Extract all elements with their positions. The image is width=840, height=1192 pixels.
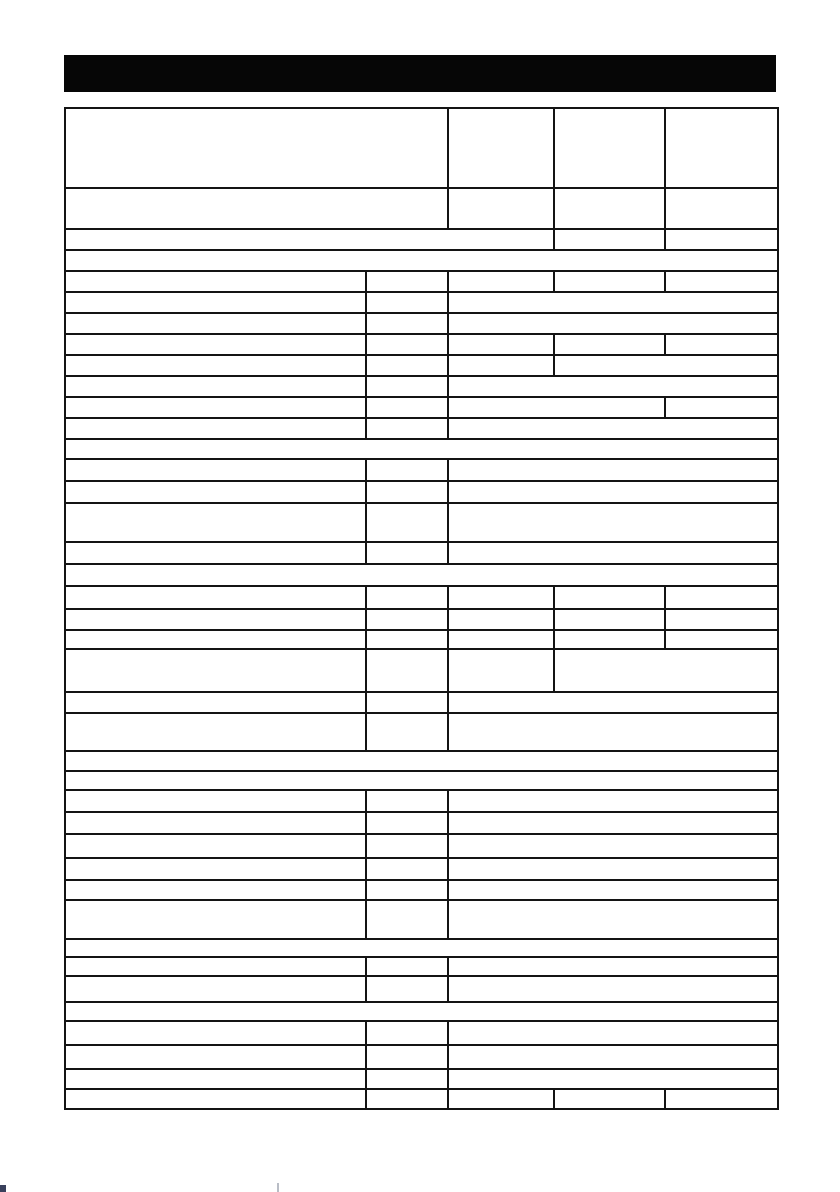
table-cell (449, 714, 779, 752)
table-cell (66, 460, 367, 482)
table-cell (449, 835, 779, 859)
table-cell (449, 377, 779, 398)
table-cell (449, 901, 779, 940)
table-cell (449, 356, 555, 377)
table-row (66, 977, 779, 1003)
table-row (66, 650, 779, 693)
table-cell (66, 752, 779, 772)
table-cell (449, 293, 779, 314)
table-cell (367, 835, 449, 859)
table-cell (367, 813, 449, 835)
table-cell (666, 587, 779, 610)
table-cell (367, 356, 449, 377)
table-cell (367, 650, 449, 693)
table-cell (449, 631, 555, 650)
table-cell (449, 314, 779, 335)
table-cell (66, 693, 367, 714)
table-row (66, 230, 779, 251)
table-cell (449, 189, 555, 230)
table-cell (66, 482, 367, 504)
table-cell (66, 109, 449, 189)
table-cell (367, 314, 449, 335)
table-row (66, 587, 779, 610)
table-cell (367, 587, 449, 610)
table-row (66, 504, 779, 543)
table-cell (449, 482, 779, 504)
table-cell (555, 587, 666, 610)
table-cell (367, 482, 449, 504)
table-cell (367, 504, 449, 543)
table-cell (555, 189, 666, 230)
table-cell (555, 631, 666, 650)
table-cell (367, 977, 449, 1003)
table-cell (449, 419, 779, 440)
table-cell (555, 356, 779, 377)
table-cell (449, 587, 555, 610)
table-row (66, 1046, 779, 1070)
table-cell (555, 1090, 666, 1110)
table-row (66, 189, 779, 230)
table-cell (666, 272, 779, 293)
table-row (66, 1090, 779, 1110)
table-cell (66, 1046, 367, 1070)
table-cell (66, 504, 367, 543)
table-cell (66, 610, 367, 631)
table-cell (555, 109, 666, 189)
table-cell (555, 610, 666, 631)
table-cell (666, 335, 779, 356)
table-cell (555, 335, 666, 356)
table-row (66, 958, 779, 977)
table-cell (449, 1046, 779, 1070)
table-cell (66, 650, 367, 693)
table-row (66, 543, 779, 565)
table-row (66, 835, 779, 859)
table-cell (66, 714, 367, 752)
table-cell (66, 859, 367, 881)
table-cell (66, 335, 367, 356)
table-cell (449, 977, 779, 1003)
table-cell (449, 109, 555, 189)
table-cell (66, 189, 449, 230)
table-cell (66, 772, 779, 791)
table-cell (66, 377, 367, 398)
table-row (66, 419, 779, 440)
table-cell (555, 272, 666, 293)
table-cell (367, 1046, 449, 1070)
table-cell (66, 272, 367, 293)
table-cell (66, 565, 779, 587)
table-cell (66, 314, 367, 335)
table-cell (449, 610, 555, 631)
table-row (66, 356, 779, 377)
table-cell (66, 293, 367, 314)
table-cell (367, 1022, 449, 1046)
table-cell (449, 543, 779, 565)
table-cell (367, 714, 449, 752)
table-cell (367, 881, 449, 901)
table-cell (449, 881, 779, 901)
table-cell (666, 1090, 779, 1110)
table-cell (66, 835, 367, 859)
table-cell (66, 791, 367, 813)
table-cell (367, 901, 449, 940)
table-cell (66, 1003, 779, 1022)
table-cell (66, 1022, 367, 1046)
table-row (66, 565, 779, 587)
table-cell (66, 356, 367, 377)
table-cell (367, 543, 449, 565)
table-row (66, 881, 779, 901)
table-cell (66, 1070, 367, 1090)
table-cell (367, 1070, 449, 1090)
table-cell (555, 650, 779, 693)
table-cell (367, 631, 449, 650)
table-cell (66, 977, 367, 1003)
table-cell (449, 958, 779, 977)
table-row (66, 335, 779, 356)
table-cell (666, 109, 779, 189)
table-cell (449, 398, 666, 419)
table-cell (367, 859, 449, 881)
scan-artifact-blue-mark (0, 1185, 6, 1192)
table-cell (449, 504, 779, 543)
table-row (66, 693, 779, 714)
table-row (66, 631, 779, 650)
table-cell (367, 610, 449, 631)
table-cell (66, 901, 367, 940)
table-row (66, 752, 779, 772)
table-row (66, 314, 779, 335)
table-cell (66, 543, 367, 565)
table-row (66, 714, 779, 752)
table-row (66, 377, 779, 398)
table-cell (66, 230, 555, 251)
table-row (66, 610, 779, 631)
table-cell (449, 791, 779, 813)
table-cell (367, 272, 449, 293)
table-cell (367, 460, 449, 482)
table-cell (666, 610, 779, 631)
table-cell (449, 460, 779, 482)
table-cell (449, 1090, 555, 1110)
table-row (66, 813, 779, 835)
table-cell (66, 881, 367, 901)
table-cell (555, 230, 666, 251)
table-cell (66, 813, 367, 835)
table-cell (367, 398, 449, 419)
table-cell (666, 398, 779, 419)
table-row (66, 440, 779, 460)
table-cell (66, 631, 367, 650)
table-cell (449, 335, 555, 356)
table-cell (367, 1090, 449, 1110)
table-cell (66, 958, 367, 977)
table-row (66, 460, 779, 482)
table-cell (449, 693, 779, 714)
table-cell (449, 1070, 779, 1090)
table-cell (367, 377, 449, 398)
table-row (66, 791, 779, 813)
table-row (66, 398, 779, 419)
table-row (66, 109, 779, 189)
table-cell (367, 693, 449, 714)
table-cell (66, 398, 367, 419)
table-cell (66, 440, 779, 460)
table-cell (66, 940, 779, 958)
table-row (66, 772, 779, 791)
table-cell (66, 587, 367, 610)
table-cell (666, 631, 779, 650)
table-cell (367, 419, 449, 440)
spec-table (64, 107, 779, 1110)
table-cell (449, 650, 555, 693)
table-cell (66, 1090, 367, 1110)
table-cell (449, 859, 779, 881)
table-cell (449, 272, 555, 293)
table-row (66, 1070, 779, 1090)
table-cell (367, 293, 449, 314)
table-row (66, 272, 779, 293)
table-row (66, 901, 779, 940)
table-row (66, 1022, 779, 1046)
table-row (66, 1003, 779, 1022)
scan-artifact-tick (277, 1183, 279, 1192)
table-cell (449, 1022, 779, 1046)
table-row (66, 293, 779, 314)
table-row (66, 859, 779, 881)
table-cell (367, 335, 449, 356)
table-cell (449, 813, 779, 835)
table-cell (367, 958, 449, 977)
table-row (66, 251, 779, 272)
title-bar (64, 55, 776, 92)
table-row (66, 940, 779, 958)
table-cell (66, 419, 367, 440)
table-row (66, 482, 779, 504)
table-cell (367, 791, 449, 813)
table-cell (66, 251, 779, 272)
table-cell (666, 189, 779, 230)
table-cell (666, 230, 779, 251)
